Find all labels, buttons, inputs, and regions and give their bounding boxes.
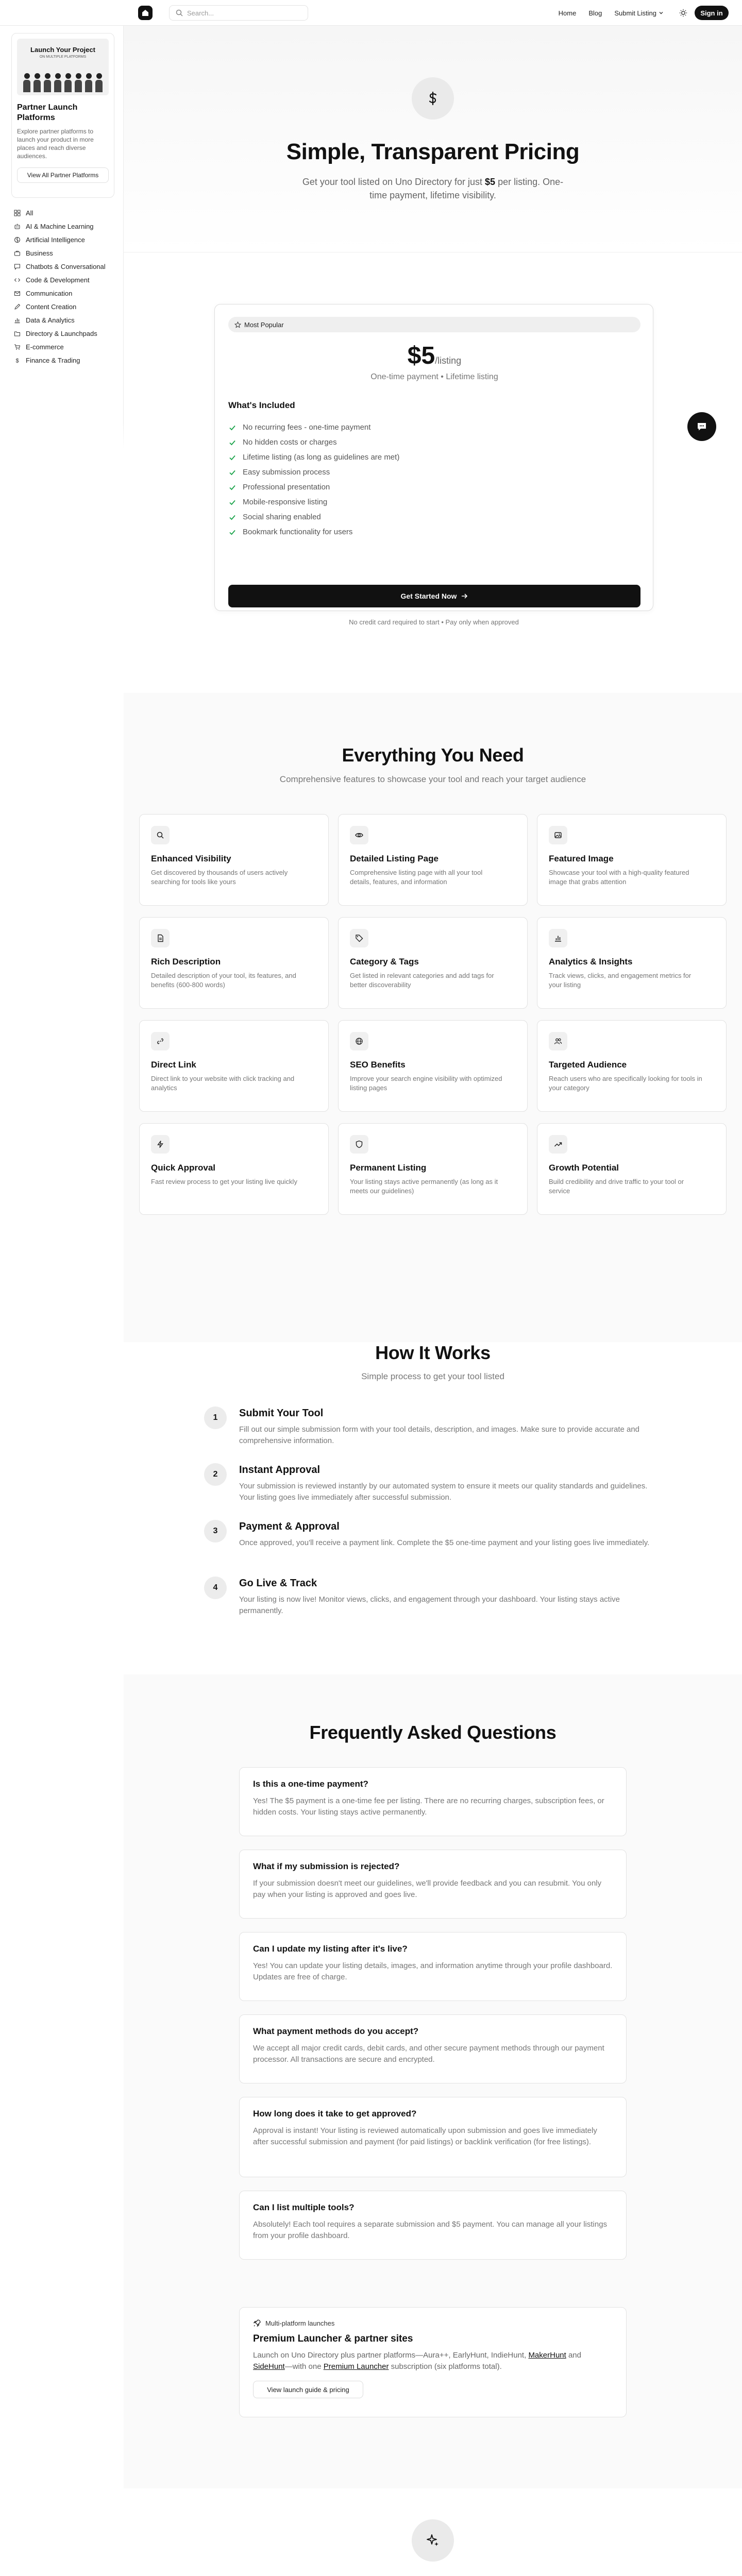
included-heading: What's Included [228,400,295,410]
category-sidebar [0,26,124,448]
faq-title: Frequently Asked Questions [309,1722,556,1743]
rocket-icon [253,2319,261,2327]
launch-text-part: subscription (six platforms total). [389,2362,502,2371]
subtitle-text: Get your tool listed on Uno Directory for just [302,177,485,187]
faq-item [239,1932,627,2001]
category-item-chatbots[interactable] [11,260,120,273]
category-item-finance[interactable] [11,353,120,367]
feature-text: Professional presentation [243,483,330,492]
promo-banner-subtitle: ON MULTIPLE PLATFORMS [39,55,87,59]
category-label: Content Creation [26,302,77,311]
bar-chart-icon [549,929,567,947]
category-label: Data & Analytics [26,316,75,324]
features-title: Everything You Need [342,744,524,766]
feature-text: Easy submission process [243,468,330,477]
feature-card-text: Comprehensive listing page with all your tool details, features, and information [350,869,483,886]
faq-question: Can I update my listing after it's live? [253,1944,408,1954]
person-figure [95,73,103,92]
cart-icon [13,343,21,350]
person-figure [85,73,92,92]
step-title: Payment & Approval [239,1521,340,1532]
faq-item [239,2097,627,2177]
feature-card-title: Direct Link [151,1060,196,1070]
category-label: Finance & Trading [26,356,80,364]
feature-card [537,814,727,906]
mail-icon [13,290,21,297]
shield-icon [350,1135,368,1154]
nav-home-link[interactable]: Home [558,9,577,17]
feature-card [338,917,528,1009]
feature-item [228,465,399,480]
image-icon [549,826,567,844]
feature-card-text: Showcase your tool with a high-quality featured image that grabs attention [549,869,689,886]
faq-answer: Yes! You can update your listing details, images, and information anytime through your profile dashboard. Updates are free of charge. [253,1961,613,1981]
feature-card-text: Get discovered by thousands of users actively searching for tools like yours [151,869,288,886]
category-label: AI & Machine Learning [26,222,94,230]
search-icon [176,9,183,16]
faq-answer: Absolutely! Each tool requires a separate submission and $5 payment. You can manage all your listings from your profile dashboard. [253,2220,608,2240]
tag-icon [350,929,368,947]
check-icon [228,483,237,492]
category-item-communication[interactable] [11,286,120,300]
top-navigation-bar [0,0,742,26]
trending-up-icon [549,1135,567,1154]
category-item-code[interactable] [11,273,120,286]
step-number: 4 [204,1577,227,1599]
faq-question: Is this a one-time payment? [253,1779,368,1789]
feature-item [228,524,399,539]
pricing-card [214,304,653,611]
launch-tag [253,2319,613,2327]
price-period: /listing [435,355,462,366]
faq-answer: Approval is instant! Your listing is reviewed automatically upon submission and goes live immediately after successful submission and payment (for paid listings) or backlink verification (for free listings). [253,2126,597,2146]
search-input[interactable] [187,9,300,17]
grid-icon [13,209,21,216]
subtitle-text: per listing. One-time payment, lifetime visibility. [369,177,564,200]
category-item-ai-ml[interactable] [11,219,120,233]
feature-card-title: Enhanced Visibility [151,854,231,863]
feature-card-title: Targeted Audience [549,1060,627,1070]
faq-item [239,2191,627,2260]
eye-icon [350,826,368,844]
house-icon [141,9,149,17]
svg-text:$: $ [15,358,19,364]
feature-card-text: Direct link to your website with click tracking and analytics [151,1075,295,1092]
home-logo[interactable] [138,6,153,20]
chat-widget-button[interactable] [687,412,716,441]
person-figure [75,73,82,92]
category-label: Chatbots & Conversational [26,262,106,270]
star-icon [234,321,241,328]
document-icon [151,929,170,947]
feature-item [228,480,399,495]
feature-text: Bookmark functionality for users [243,528,353,536]
robot-icon [13,223,21,230]
feature-card-text: Track views, clicks, and engagement metrics for your listing [549,972,692,989]
category-label: Business [26,249,53,257]
sparkles-icon [412,2519,454,2562]
how-subtitle: Simple process to get your tool listed [361,1371,504,1381]
category-item-data[interactable] [11,313,120,327]
step-title: Submit Your Tool [239,1408,324,1419]
category-label: E-commerce [26,343,64,351]
feature-item [228,435,399,450]
category-item-all[interactable] [11,206,120,219]
faq-question: Can I list multiple tools? [253,2202,355,2212]
feature-card-title: Rich Description [151,957,221,967]
step-title: Instant Approval [239,1464,321,1476]
promo-description: Explore partner platforms to launch your product in more places and reach diverse audiences. [17,128,94,160]
dollar-icon [13,357,21,364]
arrow-right-icon [461,592,468,600]
promo-banner-image [17,39,109,95]
feature-card [537,1123,727,1215]
theme-toggle-button[interactable] [676,6,690,20]
folder-icon [13,330,21,337]
category-label: Artificial Intelligence [26,235,85,244]
chart-icon [13,316,21,324]
feature-card-text: Get listed in relevant categories and add tags for better discoverability [350,972,494,989]
person-figure [64,73,72,92]
check-icon [228,528,237,536]
feature-text: No recurring fees - one-time payment [243,423,371,432]
feature-card [139,1123,329,1215]
feature-item [228,450,399,465]
sign-in-button[interactable]: Sign in [695,6,729,20]
check-icon [228,423,237,432]
feature-card [537,1020,727,1112]
pricing-hero [124,26,742,252]
pen-icon [13,303,21,310]
launch-guide-button[interactable]: View launch guide & pricing [253,2381,363,2398]
feature-card-title: SEO Benefits [350,1060,406,1070]
category-item-ecommerce[interactable] [11,340,120,353]
search-box[interactable] [169,5,308,21]
feature-card-text: Fast review process to get your listing live quickly [151,1178,297,1185]
feature-card-text: Detailed description of your tool, its features, and benefits (600-800 words) [151,972,296,989]
makerhunt-link[interactable]: MakerHunt [528,2351,566,2360]
code-icon [13,276,21,283]
faq-item [239,1850,627,1919]
how-title: How It Works [375,1342,491,1363]
page-subtitle [299,175,567,202]
promo-title: Partner Launch Platforms [17,103,78,122]
check-icon [228,513,237,521]
faq-question: What payment methods do you accept? [253,2026,419,2036]
category-label: Directory & Launchpads [26,329,97,337]
premium-launcher-link[interactable]: Premium Launcher [323,2362,389,2371]
faq-answer: If your submission doesn't meet our guidelines, we'll provide feedback and you can resubmit. You only pay when your listing is approved and goes live. [253,1879,602,1899]
pricing-note: No credit card required to start • Pay only when approved [349,618,519,626]
step-number: 3 [204,1520,227,1543]
check-icon [228,438,237,447]
features-section [124,693,742,1342]
search-icon [151,826,170,844]
subtitle-price: $5 [485,177,496,187]
launch-tag-label: Multi-platform launches [265,2319,335,2327]
feature-card-text: Reach users who are specifically looking for tools in your category [549,1075,702,1092]
feature-card-title: Featured Image [549,854,614,863]
feature-card [139,917,329,1009]
person-figure [23,73,30,92]
person-figure [54,73,61,92]
check-icon [228,498,237,506]
sidehunt-link[interactable]: SideHunt [253,2362,285,2371]
category-item-directory[interactable] [11,327,120,340]
feature-text: Lifetime listing (as long as guidelines are met) [243,453,400,462]
check-icon [228,468,237,477]
category-item-business[interactable] [11,246,120,260]
feature-item [228,510,399,524]
feature-card [338,814,528,906]
feature-card-text: Improve your search engine visibility with optimized listing pages [350,1075,502,1092]
feature-card-title: Category & Tags [350,957,419,967]
step-text: Your submission is reviewed instantly by our automated system to ensure it meets our quality standards and guidelines. Your listing goes live immediately after successful submission. [239,1482,648,1502]
faq-item [239,2014,627,2083]
dollar-icon [412,77,454,120]
partner-promo-card [11,33,114,198]
launch-text-part: —with one [284,2362,324,2371]
feature-item [228,420,399,435]
category-list [11,206,120,367]
step-text: Fill out our simple submission form with your tool details, description, and images. Make sure to provide accurate and comprehensive information. [239,1425,640,1445]
price-subtext: One-time payment • Lifetime listing [370,372,498,381]
feature-card-title: Permanent Listing [350,1163,427,1173]
category-item-content[interactable] [11,300,120,313]
promo-banner-title: Launch Your Project [30,46,95,54]
feature-list [228,420,399,539]
promo-illustration [23,65,103,92]
brain-icon [13,236,21,243]
sun-icon [679,9,687,17]
category-label: Code & Development [26,276,90,284]
feature-card-title: Detailed Listing Page [350,854,439,863]
most-popular-badge [228,317,640,332]
features-subtitle: Comprehensive features to showcase your tool and reach your target audience [279,774,586,784]
chevron-down-icon [659,10,664,15]
page-title: Simple, Transparent Pricing [286,139,580,164]
feature-text: No hidden costs or charges [243,438,337,447]
faq-answer: Yes! The $5 payment is a one-time fee per listing. There are no recurring charges, subscription fees, or hidden costs. Your listing stays active permanently. [253,1797,604,1817]
category-label: Communication [26,289,73,297]
feature-card-text: Build credibility and drive traffic to your tool or service [549,1178,684,1195]
feature-card [139,1020,329,1112]
get-started-button[interactable] [228,585,640,607]
launch-title: Premium Launcher & partner sites [253,2333,413,2344]
feature-card [338,1123,528,1215]
premium-launcher-card [239,2307,627,2417]
main-nav [559,0,690,26]
feature-text: Social sharing enabled [243,513,321,521]
step-text: Once approved, you'll receive a payment link. Complete the $5 one-time payment and your listing goes live immediately. [239,1538,650,1547]
view-partner-platforms-button[interactable]: View All Partner Platforms [17,167,109,183]
briefcase-icon [13,249,21,257]
price-display [215,342,654,370]
category-label: All [26,209,33,217]
nav-blog-link[interactable]: Blog [588,9,602,17]
chat-bubble-icon [696,421,707,432]
nav-submit-listing-dropdown[interactable] [614,9,664,17]
check-icon [228,453,237,462]
nav-submit-listing-label: Submit Listing [614,9,656,17]
feature-card [338,1020,528,1112]
feature-card [537,917,727,1009]
faq-answer: We accept all major credit cards, debit cards, and other secure payment methods through our payment processor. All transactions are secure and encrypted. [253,2044,604,2064]
globe-icon [350,1032,368,1050]
person-figure [44,73,51,92]
person-figure [33,73,41,92]
step-number: 1 [204,1406,227,1429]
step-text: Your listing is now live! Monitor views, clicks, and engagement through your dashboard. Your listing stays active permanently. [239,1595,620,1615]
step-title: Go Live & Track [239,1578,317,1589]
launch-text-part: Launch on Uno Directory plus partner platforms—Aura++, EarlyHunt, IndieHunt, [253,2351,529,2360]
step-number: 2 [204,1463,227,1486]
feature-card-title: Growth Potential [549,1163,619,1173]
chat-icon [13,263,21,270]
feature-item [228,495,399,510]
price-amount: $5 [407,342,435,369]
faq-item [239,1767,627,1836]
faq-question: What if my submission is rejected? [253,1861,400,1871]
badge-label: Most Popular [244,320,284,329]
feature-card-title: Analytics & Insights [549,957,633,967]
faq-question: How long does it take to get approved? [253,2109,417,2119]
launch-text-part: and [566,2351,581,2360]
sidebar-fade [0,422,124,448]
feature-card [139,814,329,906]
feature-text: Mobile-responsive listing [243,498,328,506]
get-started-label: Get Started Now [400,592,457,600]
link-icon [151,1032,170,1050]
launch-text [253,2350,613,2372]
category-item-artificial-intelligence[interactable] [11,233,120,246]
feature-card-title: Quick Approval [151,1163,216,1173]
feature-card-text: Your listing stays active permanently (as long as it meets our guidelines) [350,1178,498,1195]
users-icon [549,1032,567,1050]
lightning-icon [151,1135,170,1154]
